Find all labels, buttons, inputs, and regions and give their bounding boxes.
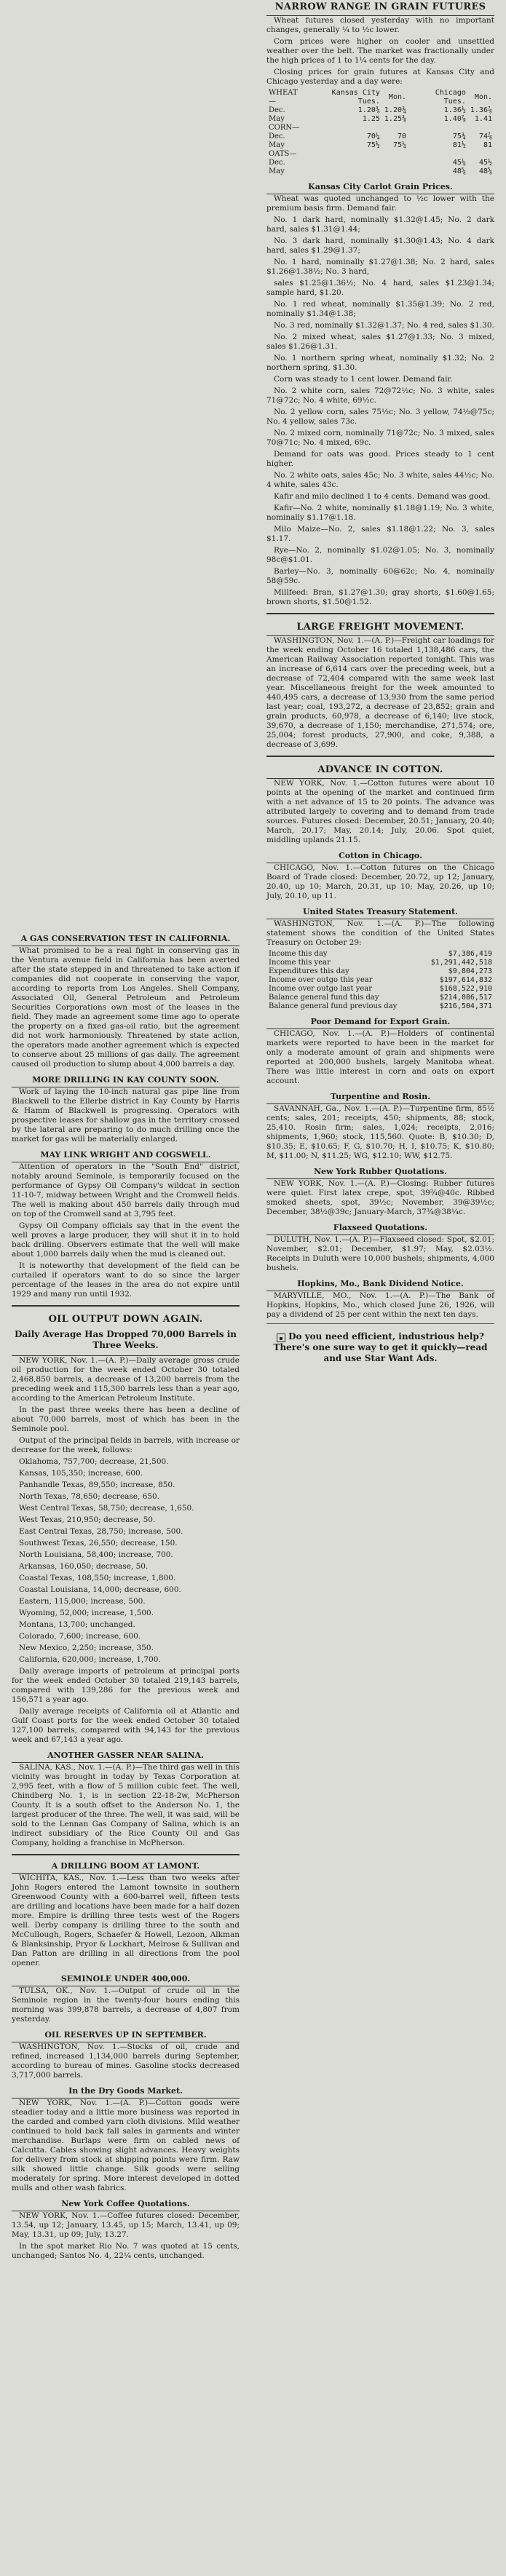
carlot-headline: Kansas City Carlot Grain Prices. bbox=[308, 182, 453, 191]
table-row bbox=[266, 167, 494, 176]
table-row bbox=[266, 159, 494, 167]
table-cell: 1.25 bbox=[362, 115, 380, 123]
table-cell: May bbox=[269, 167, 285, 175]
field-output-line: Coastal Louisiana, 14,000; decrease, 600. bbox=[19, 1585, 181, 1594]
carlot-line: Rye—No. 2, nominally $1.02@1.05; No. 3, nominally 98c@$1.01. bbox=[266, 546, 494, 564]
table-row bbox=[266, 141, 494, 150]
field-output-line: Coastal Texas, 108,550; increase, 1,800. bbox=[19, 1574, 176, 1582]
cotton-chicago-story bbox=[266, 863, 494, 901]
treasury-story bbox=[266, 919, 494, 1011]
coffee-para: In the spot market Rio No. 7 was quoted at 15 cents, unchanged; Santos No. 4, 22¼ cents, unchanged. bbox=[12, 2242, 240, 2260]
export-headline: Poor Demand for Export Grain. bbox=[310, 1017, 451, 1026]
oil-output-para: Daily average receipts of California oil at Atlantic and Gulf Coast ports for the week ended October 30 totaled 127,100 barrels, compared with 94,143 for the previous week and 67,143 a year ago. bbox=[12, 1707, 240, 1744]
lamont-story bbox=[12, 1873, 240, 1968]
table-row bbox=[266, 976, 494, 985]
table-cell: 45½ bbox=[478, 159, 492, 167]
table-row bbox=[266, 115, 494, 124]
conservation-headline: A GAS CONSERVATION TEST IN CALIFORNIA. bbox=[20, 934, 231, 943]
table-cell: 45⅛ bbox=[452, 159, 466, 167]
table-cell: $214,086,517 bbox=[439, 994, 492, 1002]
carlot-line: No. 2 white oats, sales 45c; No. 3 white, sales 44½c; No. 4 white, sales 43c. bbox=[266, 471, 494, 489]
kay-county-headline: MORE DRILLING IN KAY COUNTY SOON. bbox=[32, 1075, 219, 1085]
table-cell: $7,386,419 bbox=[448, 950, 492, 958]
carlot-line: Corn was steady to 1 cent lower. Demand fair. bbox=[274, 375, 453, 384]
blank-area bbox=[12, 0, 240, 928]
cotton-story bbox=[266, 778, 494, 845]
want-ads-promo bbox=[266, 1331, 494, 1364]
field-output-line: Colorado, 7,600; increase, 600. bbox=[19, 1632, 141, 1641]
table-cell: Dec. bbox=[269, 159, 285, 167]
table-cell: Income over outgo last year bbox=[269, 985, 373, 993]
field-output-line: Southwest Texas, 26,550; decrease, 150. bbox=[19, 1539, 178, 1547]
rubber-para: NEW YORK, Nov. 1.—(A. P.)—Closing: Rubber futures were quiet. First latex crepe, spot, 39¾@40c. Ribbed smoked sheets, spot, 39½c; November, 39@39½c; December, 38½@39c; January-March, 37¾@38¼c. bbox=[266, 1179, 494, 1216]
table-cell: 1.40⅞ bbox=[443, 115, 466, 123]
grain-para: Corn prices were higher on cooler and unsettled weather over the belt. The market was fractionally under the high prices of 1 to 1¼ cents for the day. bbox=[266, 37, 494, 65]
cogswell-story bbox=[12, 1162, 240, 1299]
table-cell: 1.36⅞ bbox=[470, 106, 492, 114]
table-cell: 81½ bbox=[452, 141, 466, 149]
left-column bbox=[7, 0, 244, 2263]
table-cell: Balance general fund this day bbox=[269, 994, 379, 1002]
freight-headline: LARGE FREIGHT MOVEMENT. bbox=[296, 622, 465, 633]
carlot-line: No. 3 dark hard, nominally $1.30@1.43; No. 4 dark hard, sales $1.29@1.37; bbox=[266, 237, 494, 255]
treasury-headline: United States Treasury Statement. bbox=[303, 907, 458, 916]
seminole-story bbox=[12, 1986, 240, 2024]
bullet-icon: ▪ bbox=[277, 1333, 285, 1342]
table-cell: 1.41 bbox=[474, 115, 492, 123]
field-output-line: Oklahoma, 757,700; decrease, 21,500. bbox=[19, 1457, 169, 1466]
table-cell: $168,522,910 bbox=[439, 985, 492, 993]
turpentine-story bbox=[266, 1103, 494, 1161]
grain-story bbox=[266, 15, 494, 176]
grain-para: Closing prices for grain futures at Kansas City and Chicago yesterday and a day were: bbox=[266, 68, 494, 86]
table-row bbox=[266, 985, 494, 994]
grain-para: Wheat futures closed yesterday with no important changes, generally ¼ to ½c lower. bbox=[266, 16, 494, 34]
reserves-story bbox=[12, 2042, 240, 2080]
carlot-line: Kafir—No. 2 white, nominally $1.18@1.19; No. 3 white, nominally $1.17@1.18. bbox=[266, 504, 494, 522]
table-row bbox=[266, 150, 494, 159]
carlot-line: Kafir and milo declined 1 to 4 cents. Demand was good. bbox=[274, 492, 491, 501]
table-cell: May bbox=[269, 115, 285, 123]
carlot-line: No. 1 red wheat, nominally $1.35@1.39; No. 2 red, nominally $1.34@1.38; bbox=[266, 300, 494, 318]
kay-county-story bbox=[12, 1087, 240, 1144]
field-output-line: Wyoming, 52,000; increase, 1,500. bbox=[19, 1609, 154, 1617]
table-row bbox=[266, 132, 494, 141]
table-cell bbox=[307, 159, 382, 167]
field-output-line: California, 620,000; increase, 1,700. bbox=[19, 1655, 161, 1664]
carlot-line: No. 2 mixed corn, nominally 71@72c; No. 3 mixed, sales 70@71c; No. 4 mixed, 69c. bbox=[266, 429, 494, 447]
carlot-line: sales $1.25@1.36½; No. 4 hard, sales $1.23@1.34; sample hard, $1.20. bbox=[266, 279, 494, 297]
grain-headline: NARROW RANGE IN GRAIN FUTURES bbox=[274, 1, 486, 12]
carlot-line: No. 1 hard, nominally $1.27@1.38; No. 2 hard, sales $1.26@1.38½; No. 3 hard, bbox=[266, 258, 494, 276]
section-divider bbox=[266, 756, 494, 757]
table-cell: 74⅞ bbox=[478, 132, 492, 140]
export-para: CHICAGO, Nov. 1.—(A. P.)—Holders of continental markets were reported to have been in the market for only a moderate amount of grain and shipments were reported at 200,000 bushels, largely Manitoba wheat. There was little interest in corn and oats on export account. bbox=[266, 1029, 494, 1085]
oil-output-headline: OIL OUTPUT DOWN AGAIN. bbox=[48, 1314, 203, 1325]
table-header-cell: WHEAT— bbox=[269, 89, 298, 106]
table-cell bbox=[307, 167, 382, 176]
kay-county-para: Work of laying the 10-inch natural gas pipe line from Blackwell to the Ellerbe district in Kay County by Harris & Hamm of Blackwell is progressing. Operators with prospective leases for shallow gas in the territory crossed by the lateral are preparing to do much drilling once the market for gas will be materially enlarged. bbox=[12, 1087, 240, 1144]
carlot-line: No. 3 red, nominally $1.32@1.37; No. 4 red, sales $1.30. bbox=[274, 321, 494, 330]
cotton-chicago-headline: Cotton in Chicago. bbox=[339, 851, 422, 860]
cotton-para: NEW YORK, Nov. 1.—Cotton futures were about 10 points at the opening of the market and continued firm with a net advance of 15 to 20 points. The advance was attributed largely to covering and to demand from trade sources. Futures closed: December, 20.51; January, 20.40; March, 20.17; May, 20.14; July, 20.06. Spot quiet, middling uplands 21.15. bbox=[266, 779, 494, 844]
table-header-cell: Kansas City Tues. bbox=[331, 89, 380, 106]
table-cell: 1.25⅜ bbox=[384, 115, 407, 123]
carlot-line: Demand for oats was good. Prices steady to 1 cent higher. bbox=[266, 450, 494, 468]
table-row bbox=[266, 124, 494, 132]
coffee-story bbox=[12, 2211, 240, 2261]
table-cell: 1.36½ bbox=[443, 106, 466, 114]
table-cell: Balance general fund previous day bbox=[269, 1002, 398, 1010]
cotton-chicago-para: CHICAGO, Nov. 1.—Cotton futures on the Chicago Board of Trade closed: December, 20.72, up 12; January, 20.40, up 10; March, 20.31, up 10; May, 20.26, up 10; July, 20.10, up 11. bbox=[266, 863, 494, 900]
field-output-line: West Central Texas, 58,750; decrease, 1,650. bbox=[19, 1504, 194, 1513]
table-cell: Income this year bbox=[269, 959, 331, 967]
table-cell: $1,291,442,518 bbox=[430, 959, 492, 967]
field-output-line: East Central Texas, 28,750; increase, 500. bbox=[19, 1527, 183, 1536]
flaxseed-story bbox=[266, 1235, 494, 1273]
carlot-story bbox=[266, 194, 494, 607]
table-cell: Dec. bbox=[269, 106, 285, 114]
reserves-headline: OIL RESERVES UP IN SEPTEMBER. bbox=[44, 2030, 207, 2040]
coffee-para: NEW YORK, Nov. 1.—Coffee futures closed: December, 13.54, up 12; January, 13.45, up 15; March, 13.41, up 09; May, 13.31, up 09; July, 13.27. bbox=[12, 2211, 240, 2239]
field-output-line: Panhandle Texas, 89,550; increase, 850. bbox=[19, 1481, 175, 1489]
table-row bbox=[266, 950, 494, 959]
field-output-line: Eastern, 115,000; increase, 500. bbox=[19, 1597, 146, 1606]
table-row bbox=[266, 106, 494, 115]
table-cell bbox=[382, 167, 408, 176]
salina-para: SALINA, KAS., Nov. 1.—(A. P.)—The third gas well in this vicinity was brought in today by Texas Corporation at 2,995 feet, with a flow of 5 million cubic feet. The well, Chindberg No. 1, is in section 22-18-2w, McPherson County. It is a south offset to the Anderson No. 1, the largest producer of the three. The well, it was said, will be sold to the Lennan Gas Company of Salina, which is an indirect subsidiary of the Rice County Oil and Gas Company, holding a franchise in McPherson. bbox=[12, 1763, 240, 1847]
freight-para: WASHINGTON, Nov. 1.—(A. P.)—Freight car loadings for the week ending October 16 totaled 1,138,486 cars, the American Railway Association reported tonight. This was an increase of 6,614 cars over the preceding week, but a decrease of 72,404 compared with the same week last year. Miscellaneous freight for the week amounted to 440,495 cars, a decrease of 13,930 from the same period last year; coal, 193,272, a decrease of 23,852; grain and grain products, 60,978, a decrease of 6,140; live stock, 39,670, a decrease of 1,150; merchandise, 271,574; ore, 25,004; forest products, 27,900, and coke, 9,388, a decrease of 3,699. bbox=[266, 636, 494, 749]
field-output-line: North Louisiana, 58,400; increase, 700. bbox=[19, 1550, 173, 1559]
table-cell: 48⅝ bbox=[452, 167, 466, 175]
coffee-headline: New York Coffee Quotations. bbox=[61, 2199, 190, 2208]
dry-goods-story bbox=[12, 2098, 240, 2193]
dry-goods-para: NEW YORK, Nov. 1.—(A. P.)—Cotton goods were steadier today and a little more business was reported in the carded and combed yarn cloth divisions. Mild weather continued to hold back fall sales in garments and winter merchandise. Burlaps were firm on cabled news of Calcutta. Cables showing slight advances. Heavy weights for delivery from stock at shipping points were firm. Raw silk showed little change. Silk goods were selling moderately for spring. More interest developed in dotted mulls and other wash fabrics. bbox=[12, 2099, 240, 2192]
table-cell: Dec. bbox=[269, 132, 285, 140]
table-cell: 70¼ bbox=[366, 132, 380, 140]
carlot-line: No. 2 yellow corn, sales 75½c; No. 3 yellow, 74½@75c; No. 4 yellow, sales 73c. bbox=[266, 408, 494, 426]
table-header-row bbox=[266, 89, 494, 106]
table-row bbox=[266, 959, 494, 967]
hopkins-para: MARYVILLE, MO., Nov. 1.—(A. P.)—The Bank of Hopkins, Hopkins, Mo., which closed June 26, 1926, will pay a dividend of 25 per cent within the next ten days. bbox=[266, 1291, 494, 1319]
salina-story bbox=[12, 1762, 240, 1848]
cogswell-para: Attention of operators in the "South End" district, notably around Seminole, is temporarily focused on the performance of Gypsy Oil Company's wildcat in section 11-10-7, midway between Wright and the Cromwell fields. The well is making about 450 barrels daily through mud on top of the Cromwell sand at 3,795 feet. bbox=[12, 1162, 240, 1218]
treasury-para: WASHINGTON, Nov. 1.—(A. P.)—The following statement shows the condition of the United States Treasury on October 29: bbox=[266, 919, 494, 947]
carlot-line: No. 2 mixed wheat, sales $1.27@1.33; No. 3 mixed, sales $1.26@1.31. bbox=[266, 333, 494, 351]
table-cell: 75½ bbox=[366, 141, 380, 149]
table-cell: Income over outgo this year bbox=[269, 976, 373, 984]
table-cell: 1.20¾ bbox=[384, 106, 407, 114]
field-output-line: West Texas, 210,950; decrease, 50. bbox=[19, 1515, 156, 1524]
flaxseed-para: DULUTH, Nov. 1.—(A. P.)—Flaxseed closed: Spot, $2.01; November, $2.01; December, $1.97; May, $2.03½. Receipts in Duluth were 10,000 bushels; shipments, 4,000 bushels. bbox=[266, 1235, 494, 1272]
oil-output-deck: Daily Average Has Dropped 70,000 Barrels in Three Weeks. bbox=[14, 1329, 237, 1350]
carlot-line: No. 2 white corn, sales 72@72½c; No. 3 white, sales 71@72c; No. 4 white, 69½c. bbox=[266, 387, 494, 405]
table-cell: Expenditures this day bbox=[269, 967, 349, 975]
carlot-line: No. 1 dark hard, nominally $1.32@1.45; No. 2 dark hard, sales $1.31@1.44; bbox=[266, 215, 494, 234]
table-cell: $216,504,371 bbox=[439, 1002, 492, 1010]
carlot-line: Wheat was quoted unchanged to ½c lower with the premium basis firm. Demand fair. bbox=[266, 194, 494, 213]
field-output-line: Kansas, 105,350; increase, 600. bbox=[19, 1469, 143, 1478]
right-column bbox=[262, 0, 499, 1371]
carlot-line: Barley—No. 3, nominally 60@62c; No. 4, nominally 58@59c. bbox=[266, 567, 494, 585]
flaxseed-headline: Flaxseed Quotations. bbox=[333, 1223, 428, 1232]
seminole-headline: SEMINOLE UNDER 400,000. bbox=[60, 1974, 191, 1983]
field-output-line: Montana, 13,700; unchanged. bbox=[19, 1620, 135, 1629]
table-cell bbox=[382, 159, 408, 167]
section-divider bbox=[12, 1854, 240, 1855]
oil-output-para: Output of the principal fields in barrels, with increase or decrease for the week, follows: bbox=[12, 1436, 240, 1454]
table-header-cell: Chicago Tues. bbox=[435, 89, 466, 106]
carlot-line: Millfeed: Bran, $1.27@1.30; gray shorts, $1.60@1.65; brown shorts, $1.50@1.52. bbox=[266, 588, 494, 606]
table-cell: 70 bbox=[397, 132, 407, 140]
dry-goods-headline: In the Dry Goods Market. bbox=[68, 2086, 183, 2096]
grain-futures-table bbox=[266, 89, 494, 176]
carlot-line: No. 1 northern spring wheat, nominally $1.32; No. 2 northern spring, $1.30. bbox=[266, 354, 494, 372]
table-header-cell: Mon. bbox=[474, 93, 492, 101]
hopkins-story bbox=[266, 1291, 494, 1320]
seminole-para: TULSA, OK., Nov. 1.—Output of crude oil in the Seminole region in the twenty-four hours ending this morning was 399,878 barrels, a decrease of 4,807 from yesterday. bbox=[12, 1986, 240, 2024]
conservation-para: What promised to be a real fight in conserving gas in the Ventura avenue field in California has been averted after the state stepped in and threatened to take action if companies did not cooperate in conserving the vapor, according to reports from Los Angeles. Shell Company, Associated Oil, General Petroleum and Petroleum Securities Corporations own most of the leases in the field. They made an agreement some time ago to operate the property on a fixed gas-oil ratio, but the agreement did not work harmoniously. Threatened by state action, the operators made another agreement which is expected to conserve about 25 millions of gas daily. The agreement caused oil production to slump about 4,000 barrels a day. bbox=[12, 946, 240, 1069]
table-cell: $197,614,832 bbox=[439, 976, 492, 984]
cogswell-para: It is noteworthy that development of the field can be curtailed if operators want to do so since the larger percentage of the leases in the area do not expire until 1929 and many run until 1932. bbox=[12, 1261, 240, 1299]
table-section-label: CORN— bbox=[269, 124, 300, 132]
table-row bbox=[266, 967, 494, 976]
table-cell: Income this day bbox=[269, 950, 328, 958]
oil-output-para: NEW YORK, Nov. 1.—(A. P.)—Daily average gross crude oil production for the week ended October 30 totaled 2,468,850 barrels, a decrease of 13,200 barrels from the preceding week and 115,300 barrels less than a year ago, according to the American Petroleum Institute. bbox=[12, 1356, 240, 1403]
field-output-line: New Mexico, 2,250; increase, 350. bbox=[19, 1644, 154, 1652]
lamont-para: WICHITA, KAS., Nov. 1.—Less than two weeks after John Rogers entered the Lamont townsite in southern Greenwood County with a 600-barrel well, fifteen tests are drilling and locations have been made for a half dozen more. Empire is drilling three tests west of the Rogers well. Derby company is drilling three to the south and McCullough, Rogers, Schaefer & Howell, Lezoon, Alkman & Blanksinship, Pryor & Lockhart, Melrose & Sullivan and Dan Patton are drilling in all directions from the pool opener. bbox=[12, 1874, 240, 1967]
cogswell-headline: MAY LINK WRIGHT AND COGSWELL. bbox=[40, 1150, 211, 1160]
cogswell-para: Gypsy Oil Company officials say that in the event the well proves a large producer, they will shut it in to hold back drilling. Observers estimate that the well will make about 1,000 barrels daily when the mud is cleaned out. bbox=[12, 1221, 240, 1259]
want-ads-text: Do you need efficient, industrious help? There's one sure way to get it quickly—read and use Star Want Ads. bbox=[273, 1331, 488, 1363]
table-row bbox=[266, 994, 494, 1002]
field-output-line: North Texas, 78,650; decrease, 650. bbox=[19, 1492, 160, 1501]
hopkins-headline: Hopkins, Mo., Bank Dividend Notice. bbox=[297, 1279, 464, 1288]
oil-output-para: Daily average imports of petroleum at principal ports for the week ended October 30 totaled 219,143 barrels, compared with 139,286 for the previous week and 156,571 a year ago. bbox=[12, 1667, 240, 1704]
cotton-headline: ADVANCE IN COTTON. bbox=[317, 764, 443, 775]
treasury-table bbox=[266, 950, 494, 1011]
freight-story bbox=[266, 635, 494, 750]
turpentine-headline: Turpentine and Rosin. bbox=[330, 1092, 431, 1101]
rubber-headline: New York Rubber Quotations. bbox=[314, 1167, 447, 1176]
oil-output-story bbox=[12, 1355, 240, 1745]
section-divider bbox=[266, 1323, 494, 1324]
lamont-headline: A DRILLING BOOM AT LAMONT. bbox=[51, 1861, 200, 1871]
reserves-para: WASHINGTON, Nov. 1.—Stocks of oil, crude and refined, increased 1,134,000 barrels during September, according to bureau of mines. Gasoline stocks decreased 3,717,000 barrels. bbox=[12, 2042, 240, 2080]
carlot-line: Milo Maize—No. 2, sales $1.18@1.22; No. 3, sales $1.17. bbox=[266, 525, 494, 543]
turpentine-para: SAVANNAH, Ga., Nov. 1.—(A. P.)—Turpentine firm, 85½ cents; sales, 201; receipts, 450; shipments, 88; stock, 25,410. Rosin firm; sales, 1,024; receipts, 2,016; shipments, 1,960; stock, 115,560. Quote: B, $10.30; D, $10.35; E, $10.65; F, G, $10.70; H, I, $10.75; K, $10.80; M, $11.00; N, $11.25; WG, $12.10; WW, $12.75. bbox=[266, 1104, 494, 1160]
export-story bbox=[266, 1029, 494, 1086]
salina-headline: ANOTHER GASSER NEAR SALINA. bbox=[47, 1751, 204, 1760]
table-header-cell: Mon. bbox=[388, 93, 407, 101]
table-section-label: OATS— bbox=[269, 150, 297, 158]
table-cell: 48⅝ bbox=[478, 167, 492, 175]
table-cell: 75¾ bbox=[452, 132, 466, 140]
conservation-story bbox=[12, 946, 240, 1069]
table-cell: May bbox=[269, 141, 285, 149]
table-row bbox=[266, 1002, 494, 1011]
section-divider bbox=[266, 613, 494, 614]
field-output-line: Arkansas, 160,050; decrease, 50. bbox=[19, 1562, 149, 1571]
table-cell: 81 bbox=[483, 141, 492, 149]
table-cell: $9,804,273 bbox=[448, 967, 492, 975]
table-cell: 75¼ bbox=[392, 141, 407, 149]
table-cell: 1.20⅜ bbox=[357, 106, 380, 114]
section-divider bbox=[12, 1305, 240, 1307]
rubber-story bbox=[266, 1178, 494, 1217]
oil-output-para: In the past three weeks there has been a decline of about 70,000 barrels, most of which has been in the Seminole pool. bbox=[12, 1406, 240, 1433]
